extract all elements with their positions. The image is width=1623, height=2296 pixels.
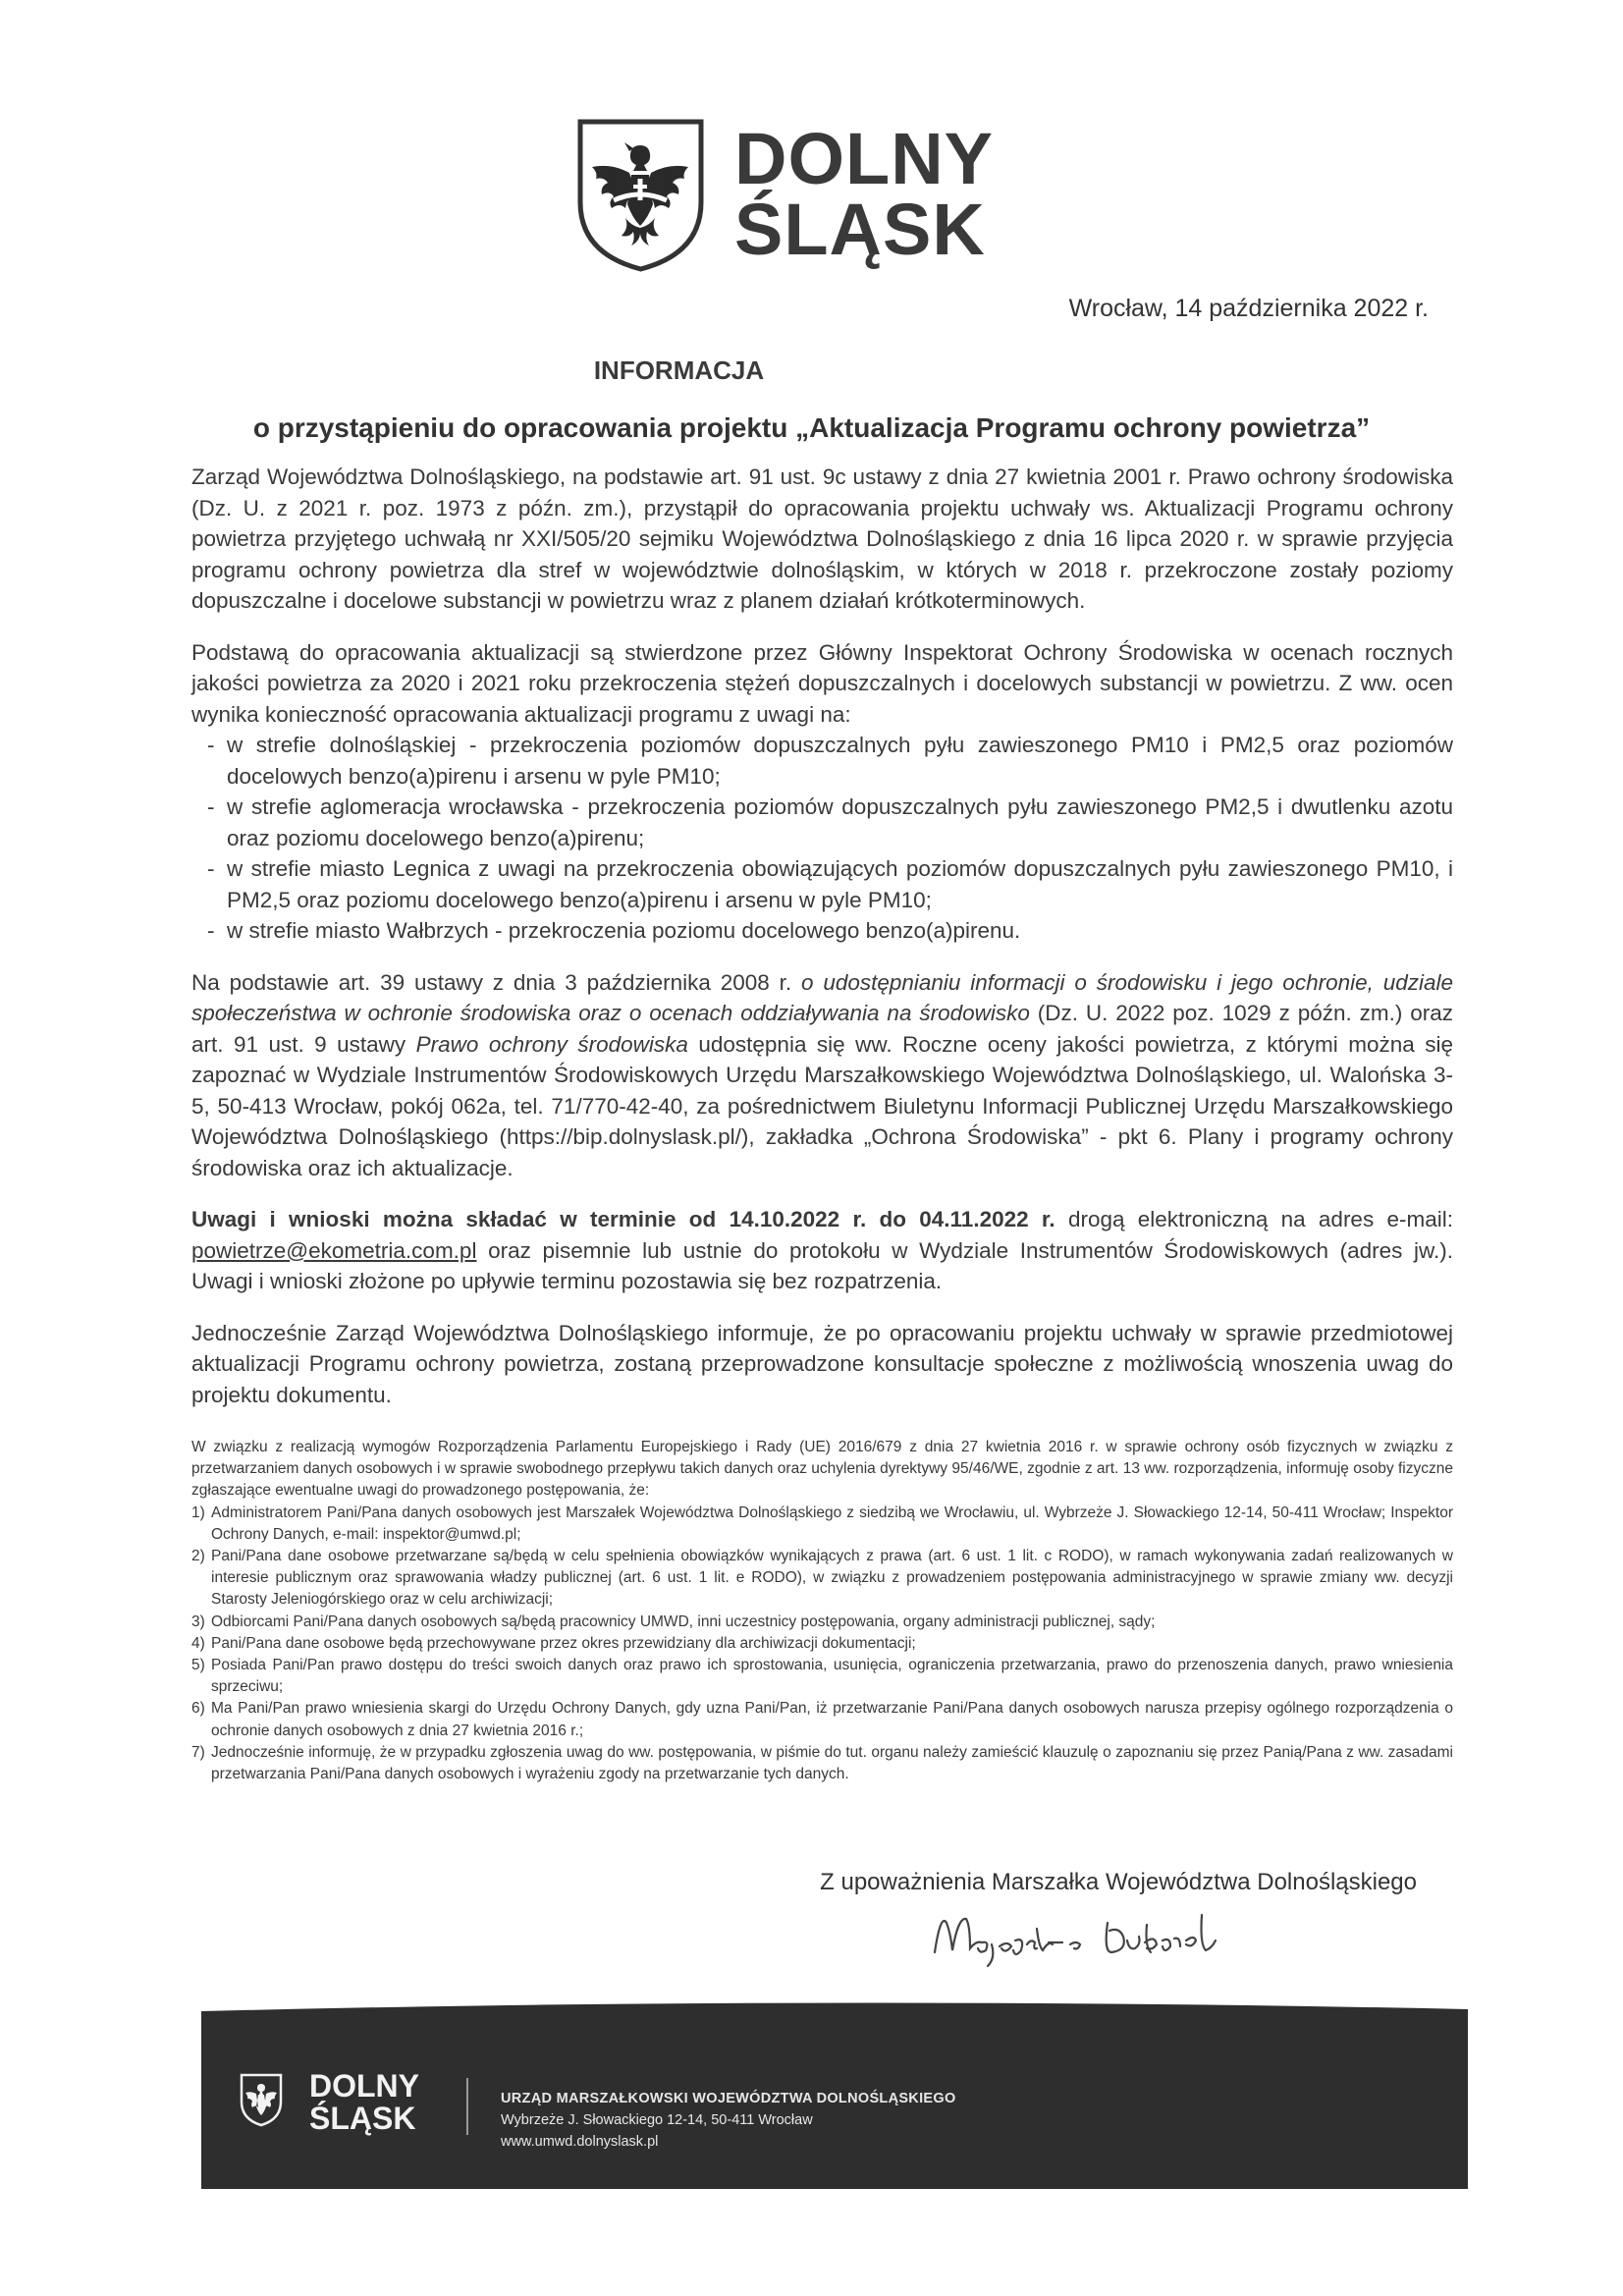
item-number: 1) (191, 1503, 205, 1521)
paragraph-consultations: Jednocześnie Zarząd Województwa Dolnośląskiego informuje, że po opracowaniu projektu uchwały w sprawie przedmiotowej aktualizacji Programu ochrony powietrza, zostaną przeprowadzone konsultacje społeczne z możliwością wnoszenia uwag do projektu dokumentu. (191, 1320, 1453, 1407)
list-item (191, 1742, 1453, 1785)
item-number: 7) (191, 1743, 205, 1761)
document-title (0, 355, 1623, 386)
text-segment: drogą elektroniczną na adres e-mail: (1055, 1207, 1453, 1231)
text-segment: oraz pisemnie lub ustnie do protokołu w Wydziale Instrumentów Środowiskowych (adres jw.). Uwagi i wnioski złożone po upływie terminu pozostawia się bez rozpatrzenia. (191, 1237, 1453, 1293)
text-segment: Na podstawie art. 39 ustawy z dnia 3 października 2008 r. (191, 969, 801, 995)
list-item (191, 1698, 1453, 1741)
footer-address: Wybrzeże J. Słowackiego 12-14, 50-411 Wrocław (501, 2112, 813, 2128)
list-item (191, 1503, 1453, 1546)
item-text: Odbiorcami Pani/Pana danych osobowych są/będą pracownicy UMWD, inni uczestnicy postępowania, organy administracji publicznej, sądy; (211, 1613, 1156, 1630)
paragraph-reasons: Podstawą do opracowania aktualizacji są stwierdzone przez Główny Inspektorat Ochrony Środowiska w ocenach rocznych jakości powietrza za 2020 i 2021 roku przekroczenia stężeń dopuszczalnych i docelowych substancji w powietrzu. Z ww. ocen wynika konieczność opracowania aktualizacji programu z uwagi na: (191, 639, 1453, 727)
footer-logo-line-2: ŚLĄSK (309, 2101, 416, 2136)
text-segment: (Dz. U. 2022 poz. 1029 z późn. zm.) oraz art. 91 ust. 9 ustawy (191, 1001, 1454, 1057)
footer-office-name: URZĄD MARSZAŁKOWSKI WOJEWÓDZTWA DOLNOŚLĄSKIEGO (501, 2091, 956, 2106)
item-text: Administratorem Pani/Pana danych osobowych jest Marszałek Województwa Dolnośląskiego z siedzibą we Wrocławiu, ul. Wybrzeże J. Słowackiego 12-14, 50-411 Wrocław; Inspektor Ochrony Danych, e-mail: inspektor@umwd.pl; (211, 1503, 1453, 1543)
footer-divider (466, 2078, 468, 2135)
title-text: INFORMACJA (593, 355, 765, 385)
list-item: - w strefie miasto Wałbrzych - przekroczenia poziomu docelowego benzo(a)pirenu. (191, 915, 1453, 947)
list-item (191, 1655, 1453, 1698)
logo-line-2: ŚLĄSK (734, 189, 986, 270)
footer-wordmark (309, 2070, 419, 2135)
item-number: 4) (191, 1634, 205, 1652)
item-text: Pani/Pana dane osobowe przetwarzane są/będą w celu spełnienia obowiązków wynikających z prawa (art. 6 ust. 1 lit. c RODO), w ramach wykonywania zadań realizowanych w interesie publicznym oraz sprawowania władzy publicznej (art. 6 ust. 1 lit. e RODO), w związku z prowadzeniem postępowania administracyjnego w sprawie zmiany ww. decyzji Starosty Jeleniogórskiego oraz w celu archiwizacji; (211, 1548, 1453, 1609)
gdpr-clause (191, 1437, 1453, 1785)
list-item: - w strefie dolnośląskiej - przekroczenia poziomów dopuszczalnych pyłu zawieszonego PM10 i PM2,5 oraz poziomów docelowych benzo(a)pirenu i arsenu w pyle PM10; (191, 730, 1453, 792)
text-segment: udostępnia się ww. Roczne oceny jakości powietrza, z którymi można się zapoznać w Wydziale Instrumentów Środowiskowych Urzędu Marszałkowskiego Województwa Dolnośląskiego, ul. Walońska 3-5, 50-413 Wrocław, pokój 062a, tel. 71/770-42-40, za pośrednictwem Biuletynu Informacji Publicznej Urzędu Marszałkowskiego Województwa Dolnośląskiego (https://bip.dolnyslask.pl/), zakładka „Ochrona Środowiska” - pkt 6. Plany i programy ochrony środowiska oraz ich aktualizacje. (191, 1031, 1453, 1180)
footer-logo-line-1: DOLNY (309, 2068, 419, 2104)
logo-line-1: DOLNY (734, 118, 994, 199)
gdpr-intro: W związku z realizacją wymogów Rozporządzenia Parlamentu Europejskiego i Rady (UE) 2016/679 z dnia 27 kwietnia 2016 r. w sprawie ochrony osób fizycznych w związku z przetwarzaniem danych osobowych i w sprawie swobodnego przepływu takich danych oraz uchylenia dyrektywy 95/46/WE, zgodnie z art. 13 ww. rozporządzenia, informuję osoby fizyczne zgłaszające ewentualne uwagi do prowadzonego postępowania, że: (191, 1439, 1453, 1500)
header-logo (574, 116, 994, 273)
list-item (191, 1612, 1453, 1633)
paragraph-availability (191, 967, 1453, 1184)
zones-list (191, 730, 1453, 947)
eagle-crest-icon (239, 2072, 284, 2127)
document-date: Wrocław, 14 października 2022 r. (1068, 295, 1429, 322)
list-item (191, 1633, 1453, 1655)
item-text: Pani/Pana dane osobowe będą przechowywane przez okres przewidziany dla archiwizacji dokumentacji; (211, 1634, 916, 1652)
item-number: 3) (191, 1613, 205, 1630)
act-title-italic: o udostępnianiu informacji o środowisku i jego ochronie, udziale społeczeństwa w ochronie środowiska oraz o ocenach oddziaływania na środowisko (191, 969, 1454, 1025)
item-text: Jednocześnie informuję, że w przypadku zgłoszenia uwag do ww. postępowania, w piśmie do tut. organu należy zamieścić klauzulę o zapoznaniu się przez Panią/Pana z ww. zasadami przetwarzania Pani/Pana danych osobowych i wyrażeniu zgody na przetwarzanie tych danych. (211, 1743, 1453, 1783)
list-item (191, 1546, 1453, 1612)
paragraph-comments (191, 1204, 1453, 1297)
deadline-bold: Uwagi i wnioski można składać w terminie od 14.10.2022 r. do 04.11.2022 r. (191, 1207, 1055, 1231)
signature-authorization: Z upoważnienia Marszałka Województwa Dolnośląskiego (820, 1869, 1417, 1895)
item-number: 2) (191, 1548, 205, 1565)
document-subtitle: o przystąpieniu do opracowania projektu „Aktualizacja Programu ochrony powietrza” (252, 412, 1371, 443)
logo-wordmark (734, 118, 994, 270)
item-number: 6) (191, 1700, 205, 1718)
email-link[interactable]: powietrze@ekometria.com.pl (191, 1237, 477, 1263)
handwritten-signature (923, 1895, 1296, 1974)
act-title-italic: Prawo ochrony środowiska (415, 1031, 688, 1057)
list-item: - w strefie aglomeracja wrocławska - przekroczenia poziomów dopuszczalnych pyłu zawieszonego PM2,5 i dwutlenku azotu oraz poziomu docelowego benzo(a)pirenu; (191, 792, 1453, 853)
eagle-crest-icon (574, 116, 707, 273)
footer-bar (201, 2011, 1468, 2189)
document-body (191, 462, 1453, 1431)
item-number: 5) (191, 1657, 205, 1674)
item-text: Posiada Pani/Pan prawo dostępu do treści swoich danych oraz prawo ich sprostowania, usunięcia, ograniczenia przetwarzania, prawo do przenoszenia danych, prawo wniesienia sprzeciwu; (211, 1657, 1453, 1696)
item-text: Ma Pani/Pan prawo wniesienia skargi do Urzędu Ochrony Danych, gdy uzna Pani/Pan, iż przetwarzanie Pani/Pana danych osobowych narusza przepisy ogólnego rozporządzenia o ochronie danych osobowych z dnia 27 kwietnia 2016 r.; (211, 1700, 1453, 1739)
paragraph-legal-basis: Zarząd Województwa Dolnośląskiego, na podstawie art. 91 ust. 9c ustawy z dnia 27 kwietnia 2001 r. Prawo ochrony środowiska (Dz. U. z 2021 r. poz. 1973 z późn. zm.), przystąpił do opracowania projektu uchwały ws. Aktualizacji Programu ochrony powietrza przyjętego uchwałą nr XXI/505/20 sejmiku Województwa Dolnośląskiego z dnia 16 lipca 2020 r. w sprawie przyjęcia programu ochrony powietrza dla stref w województwie dolnośląskim, w których w 2018 r. przekroczone zostały poziomy dopuszczalne i docelowe substancji w powietrzu wraz z planem działań krótkoterminowych. (191, 465, 1453, 613)
gdpr-list (191, 1503, 1453, 1786)
list-item: - w strefie miasto Legnica z uwagi na przekroczenia obowiązujących poziomów dopuszczalnych pyłu zawieszonego PM10, i PM2,5 oraz poziomu docelowego benzo(a)pirenu i arsenu w pyle PM10; (191, 853, 1453, 915)
footer-website-link[interactable]: www.umwd.dolnyslask.pl (501, 2134, 659, 2150)
footer-office-info (501, 2088, 956, 2153)
